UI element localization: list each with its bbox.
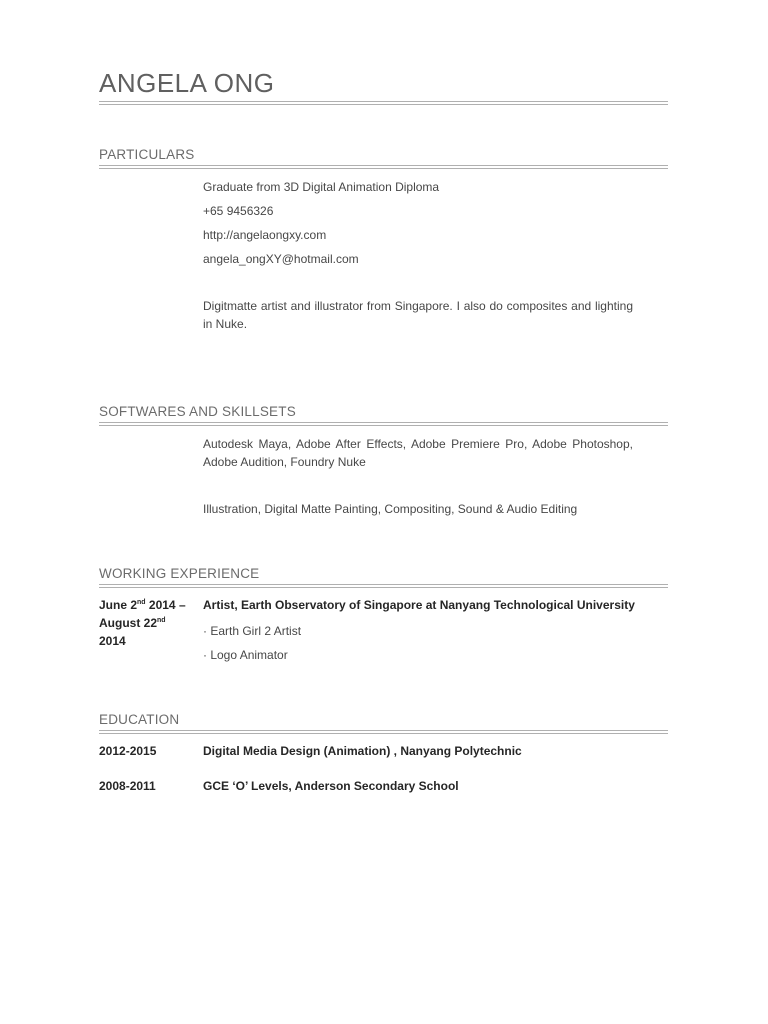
education-detail: GCE ‘O’ Levels, Anderson Secondary School [203, 779, 459, 793]
phone-number: +65 9456326 [203, 204, 274, 218]
experience-dates [99, 596, 199, 650]
website-link[interactable]: http://angelaongxy.com [203, 228, 327, 242]
section-title-skills: SOFTWARES AND SKILLSETS [99, 404, 296, 419]
section-title-education: EDUCATION [99, 712, 180, 727]
software-list: Autodesk Maya, Adobe After Effects, Adobe Premiere Pro, Adobe Photoshop, Adobe Audition, Foundry Nuke [203, 437, 633, 469]
experience-duty-item: · Earth Girl 2 Artist [203, 624, 302, 638]
skillsets-list: Illustration, Digital Matte Painting, Compositing, Sound & Audio Editing [203, 502, 578, 516]
date-end-year: 2014 [99, 634, 126, 648]
diploma-text: Graduate from 3D Digital Animation Diploma [203, 180, 440, 194]
skills-divider [99, 422, 668, 426]
education-detail: Digital Media Design (Animation) , Nanyang Polytechnic [203, 744, 522, 758]
education-divider [99, 730, 668, 734]
date-start-month: June 2 [99, 598, 138, 612]
education-years: 2008-2011 [99, 779, 156, 793]
section-title-particulars: PARTICULARS [99, 147, 195, 162]
candidate-name: ANGELA ONG [99, 68, 275, 98]
education-years: 2012-2015 [99, 744, 157, 758]
date-start-sup: nd [137, 599, 146, 606]
section-title-experience: WORKING EXPERIENCE [99, 566, 260, 581]
experience-duty-item: · Logo Animator [203, 648, 288, 662]
bio-paragraph: Digitmatte artist and illustrator from Singapore. I also do composites and lighting in Nuke. [203, 299, 633, 331]
date-end-month: August 22 [99, 616, 158, 630]
particulars-divider [99, 165, 668, 169]
experience-divider [99, 584, 668, 588]
email-link[interactable]: angela_ongXY@hotmail.com [203, 252, 359, 266]
date-end-sup: nd [157, 617, 166, 624]
name-divider [99, 101, 668, 105]
experience-role: Artist, Earth Observatory of Singapore at Nanyang Technological University [203, 598, 635, 612]
date-start-year: 2014 – [145, 598, 186, 612]
